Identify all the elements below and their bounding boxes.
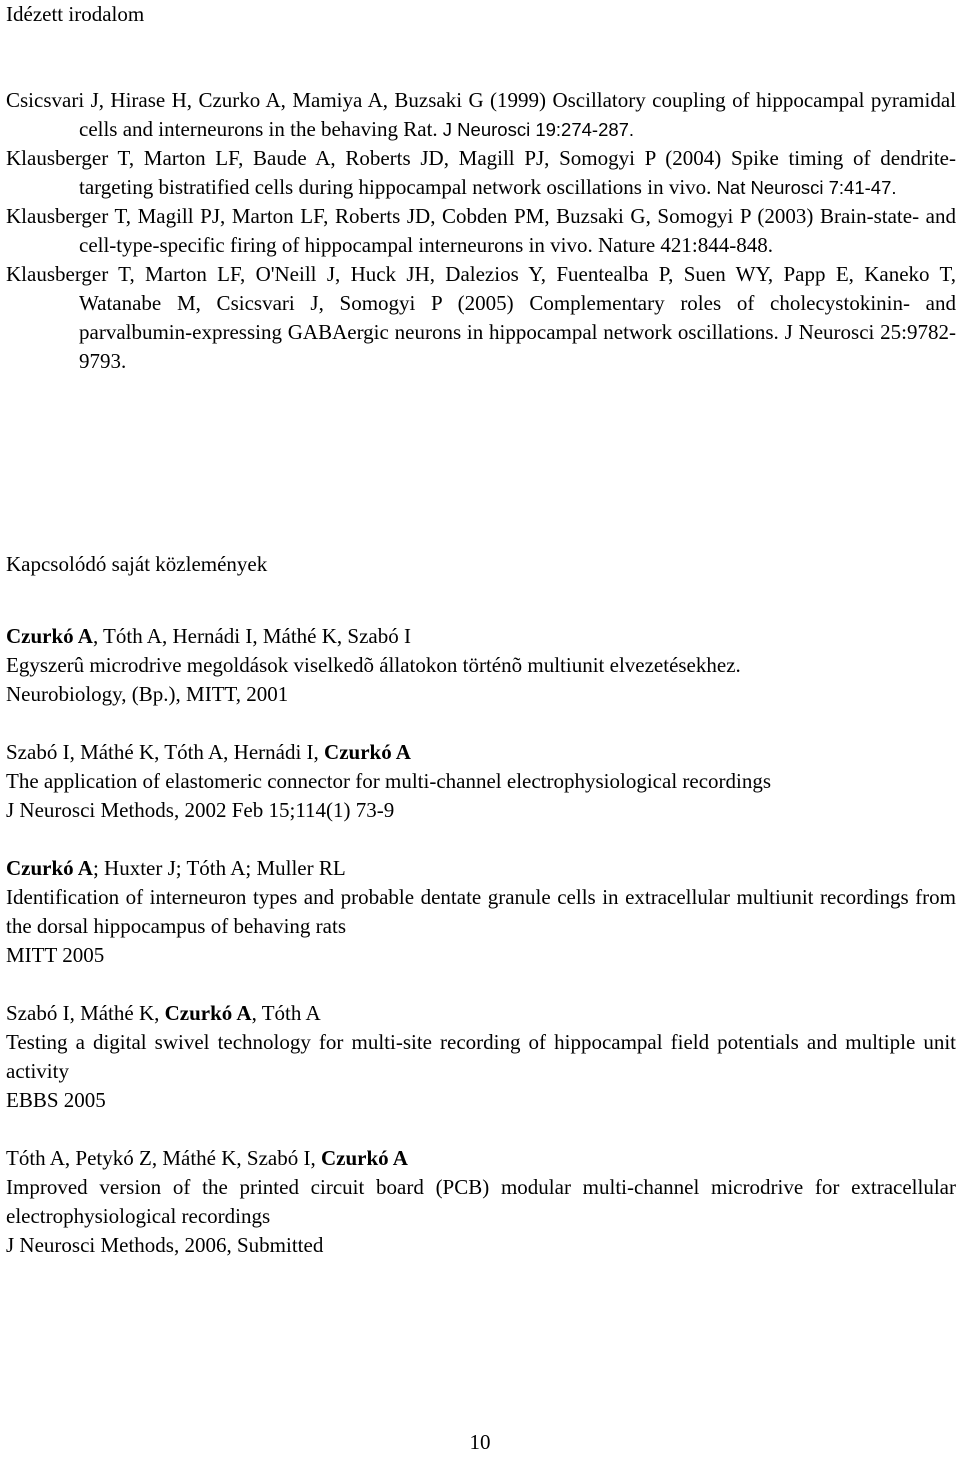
publication-title: Improved version of the printed circuit board (PCB) modular multi-channel microdrive for extracellular electrophysiological recordings: [6, 1175, 956, 1228]
publication-item: [6, 854, 956, 970]
publication-authors: [6, 854, 956, 883]
author-highlight: Czurkó A: [164, 1001, 252, 1025]
reference-text: Klausberger T, Magill PJ, Marton LF, Roberts JD, Cobden PM, Buzsaki G, Somogyi P (2003) Brain-state- and cell-type-specific firing of hippocampal interneurons in vivo. Nature 421:844-848.: [6, 204, 956, 257]
reference-item: [6, 86, 956, 144]
reference-journal: J Neurosci 19:274-287.: [437, 119, 635, 140]
publication-item: [6, 999, 956, 1115]
publication-authors: [6, 622, 956, 651]
reference-item: [6, 260, 956, 376]
page-number: 10: [469, 1430, 491, 1454]
author-highlight: Czurkó A: [320, 1146, 408, 1170]
publication-item: [6, 622, 956, 709]
author-list: ; Huxter J; Tóth A; Muller RL: [92, 856, 346, 880]
author-highlight: Czurkó A: [6, 624, 93, 648]
reference-item: [6, 202, 956, 260]
publication-title: Egyszerû microdrive megoldások viselkedõ állatokon történõ multiunit elvezetésekhez.: [6, 653, 741, 677]
publication-authors: [6, 1144, 956, 1173]
own-publications-heading: Kapcsolódó saját közlemények: [6, 552, 268, 576]
publication-title: The application of elastomeric connector for multi-channel electrophysiological recordings: [6, 769, 772, 793]
publication-item: [6, 1144, 956, 1260]
publication-authors: [6, 738, 956, 767]
reference-text: Csicsvari J, Hirase H, Czurko A, Mamiya A, Buzsaki G (1999) Oscillatory coupling of hippocampal pyramidal cells and interneurons in the behaving Rat.: [6, 88, 956, 141]
author-list: Szabó I, Máthé K,: [6, 1001, 165, 1025]
publication-venue: J Neurosci Methods, 2002 Feb 15;114(1) 73-9: [6, 798, 395, 822]
publication-venue: MITT 2005: [6, 943, 105, 967]
author-list: Tóth A, Petykó Z, Máthé K, Szabó I,: [6, 1146, 321, 1170]
reference-text: Klausberger T, Marton LF, O'Neill J, Huck JH, Dalezios Y, Fuentealba P, Suen WY, Papp E, Kaneko T, Watanabe M, Csicsvari J, Somogyi P (2005) Complementary roles of cholecystokinin- and parvalbumin-expressing GABAergic neurons in hippocampal network oscillations. J Neurosci 25:9782-9793.: [6, 262, 956, 373]
own-publication-list: [6, 622, 956, 1289]
reference-text: Klausberger T, Marton LF, Baude A, Roberts JD, Magill PJ, Somogyi P (2004) Spike timing of dendrite-targeting bistratified cells during hippocampal network oscillations in vivo.: [6, 146, 956, 199]
cited-literature-heading: Idézett irodalom: [6, 2, 145, 26]
author-highlight: Czurkó A: [6, 856, 93, 880]
publication-title: Identification of interneuron types and probable dentate granule cells in extracellular multiunit recordings from the dorsal hippocampus of behaving rats: [6, 885, 956, 938]
author-highlight: Czurkó A: [324, 740, 411, 764]
publication-venue: J Neurosci Methods, 2006, Submitted: [6, 1233, 324, 1257]
publication-authors: [6, 999, 956, 1028]
reference-item: [6, 144, 956, 202]
publication-venue: Neurobiology, (Bp.), MITT, 2001: [6, 682, 289, 706]
reference-journal: Nat Neurosci 7:41-47.: [711, 177, 897, 198]
publication-venue: EBBS 2005: [6, 1088, 106, 1112]
author-list: , Tóth A: [251, 1001, 321, 1025]
author-list: , Tóth A, Hernádi I, Máthé K, Szabó I: [92, 624, 411, 648]
publication-item: [6, 738, 956, 825]
author-list: Szabó I, Máthé K, Tóth A, Hernádi I,: [6, 740, 325, 764]
cited-reference-list: [6, 86, 956, 376]
publication-title: Testing a digital swivel technology for multi-site recording of hippocampal field potentials and multiple unit activity: [6, 1030, 956, 1083]
